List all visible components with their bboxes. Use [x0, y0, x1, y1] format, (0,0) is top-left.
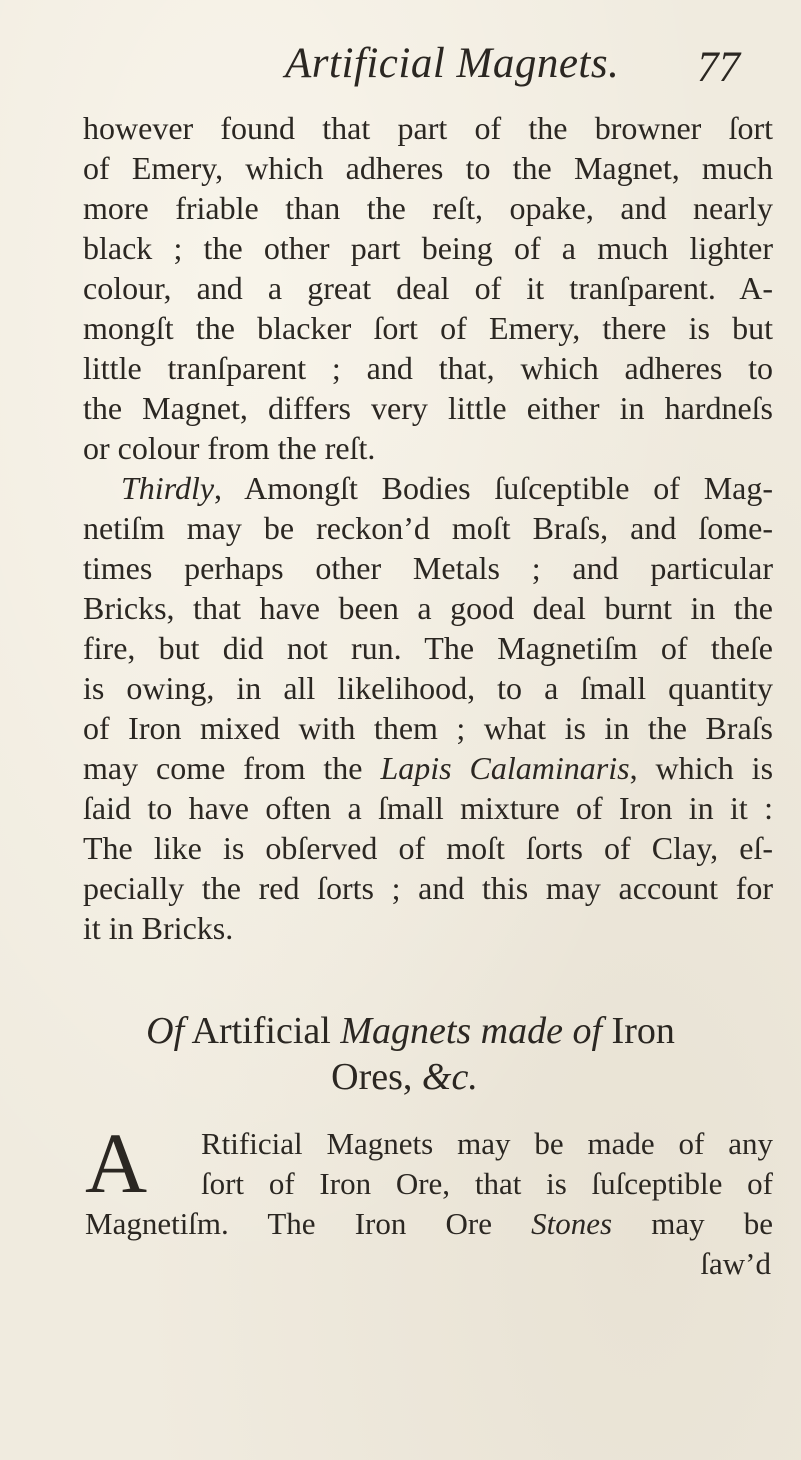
text-line: The like is obſerved of moſt ſorts of Clay, eſ-	[83, 830, 773, 866]
text-line: ſort of Iron Ore, that is ſuſceptible of	[201, 1166, 773, 1201]
text-line: fire, but did not run. The Magnetiſm of theſe	[83, 630, 773, 666]
italic-lead-word: Thirdly	[121, 470, 215, 506]
text-line: of Emery, which adheres to the Magnet, much	[83, 150, 773, 186]
paragraph-first-line	[83, 468, 773, 508]
running-title: Artificial Magnets.	[285, 40, 620, 87]
text-line-with-italic	[85, 1204, 773, 1244]
heading-etc: &c.	[421, 1056, 478, 1098]
text-line: or colour from the reſt.	[83, 430, 376, 466]
page-number: 77	[697, 44, 740, 91]
heading-iron: Iron	[611, 1010, 675, 1052]
text-line: more friable than the reſt, opake, and nearly	[83, 190, 773, 226]
body-text	[83, 108, 773, 948]
text-run: Magnetiſm. The Iron Ore	[85, 1206, 532, 1241]
text-line: however found that part of the browner ſort	[83, 110, 773, 146]
text-line: it in Bricks.	[83, 910, 234, 946]
text-run: may come from the	[83, 750, 381, 786]
text-line: the Magnet, differs very little either in hardneſs	[83, 390, 773, 426]
text-line: of Iron mixed with them ; what is in the Braſs	[83, 710, 773, 746]
text-line: Bricks, that have been a good deal burnt in the	[83, 590, 773, 626]
text-run: , Amongſt Bodies ſuſceptible of Mag-	[214, 470, 773, 506]
text-line: ſaid to have often a ſmall mixture of Iron in it :	[83, 790, 773, 826]
italic-term: Stones	[531, 1206, 613, 1241]
text-line: black ; the other part being of a much lighter	[83, 230, 773, 266]
italic-term: Lapis Calaminaris	[380, 750, 630, 786]
text-line: pecially the red ſorts ; and this may account for	[83, 870, 773, 906]
catchword: ſaw’d	[700, 1246, 771, 1281]
heading-artificial: Artificial	[191, 1010, 331, 1052]
heading-of: Of	[146, 1010, 185, 1052]
heading-line-1	[0, 1008, 801, 1054]
text-run: may be	[612, 1206, 773, 1241]
text-line: mongſt the blacker ſort of Emery, there is but	[83, 310, 773, 346]
section-body	[85, 1124, 773, 1284]
text-line: colour, and a great deal of it tranſparent. A-	[83, 270, 773, 306]
text-line: times perhaps other Metals ; and particular	[83, 550, 773, 586]
running-head	[0, 34, 801, 94]
text-line: little tranſparent ; and that, which adheres to	[83, 350, 773, 386]
text-line-with-italic	[83, 748, 773, 788]
text-line: netiſm may be reckon’d moſt Braſs, and ſome-	[83, 510, 773, 546]
text-run: , which is	[629, 750, 774, 786]
text-line: Rtificial Magnets may be made of any	[201, 1126, 773, 1161]
section-heading	[0, 1008, 801, 1100]
text-line: is owing, in all likelihood, to a ſmall quantity	[83, 670, 773, 706]
drop-cap: A	[85, 1115, 148, 1211]
heading-italic: Magnets made of	[340, 1010, 603, 1052]
heading-line-2	[0, 1054, 801, 1100]
heading-ores: Ores,	[331, 1056, 413, 1098]
